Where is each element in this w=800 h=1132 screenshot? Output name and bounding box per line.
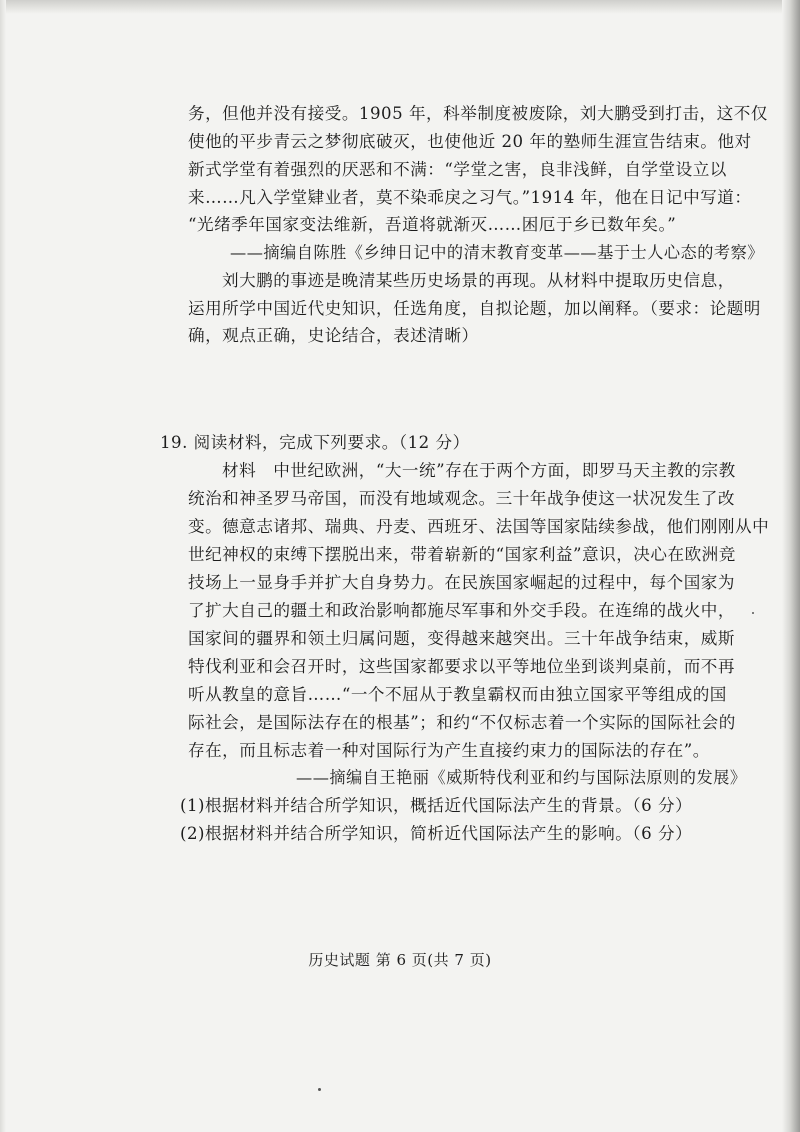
q19-sub-question-1: (1)根据材料并结合所学知识，概括近代国际法产生的背景。（6 分） — [180, 796, 693, 815]
q19-material-line-10: 际社会，是国际法存在的根基”；和约“不仅标志着一个实际的国际社会的 — [188, 713, 736, 732]
q19-material-line-5: 技场上一显身手并扩大自身势力。在民族国家崛起的过程中，每个国家为 — [188, 573, 735, 592]
page-footer: 历史试题 第 6 页(共 7 页) — [308, 951, 492, 969]
q19-material-line-9: 听从教皇的意旨……“一个不屈从于教皇霸权而由独立国家平等组成的国 — [188, 685, 727, 704]
q19-material-line-7: 国家间的疆界和领土归属问题，变得越来越突出。三十年战争结束，威斯 — [188, 629, 735, 648]
q19-material-line-3: 变。德意志诸邦、瑞典、丹麦、西班牙、法国等国家陆续参战，他们刚刚从中 — [188, 517, 770, 536]
q18-line-4: 来……凡入学堂肄业者，莫不染乖戾之习气。”1914 年，他在日记中写道： — [188, 188, 752, 207]
q19-material-line-4: 世纪神权的束缚下摆脱出来，带着崭新的“国家利益”意识，决心在欧洲竞 — [188, 545, 736, 564]
q18-source: ——摘编自陈胜《乡绅日记中的清末教育变革——基于士人心态的考察》 — [230, 243, 764, 262]
q19-material-line-2: 统治和神圣罗马帝国，而没有地域观念。三十年战争使这一状况发生了改 — [188, 489, 735, 508]
q18-line-5: “光绪季年国家变法维新，吾道将就渐灭……困厄于乡已数年矣。” — [188, 215, 677, 234]
q19-material-line-11: 存在，而且标志着一种对国际行为产生直接约束力的国际法的存在”。 — [188, 741, 710, 760]
scan-speck — [752, 612, 754, 614]
q19-source: ——摘编自王艳丽《威斯特伐利亚和约与国际法原则的发展》 — [296, 768, 747, 787]
q19-sub-question-2: (2)根据材料并结合所学知识，简析近代国际法产生的影响。（6 分） — [180, 824, 693, 843]
q18-task-line-2: 运用所学中国近代史知识，任选角度，自拟论题，加以阐释。（要求：论题明 — [188, 299, 761, 318]
q19-material-line-8: 特伐利亚和会召开时，这些国家都要求以平等地位坐到谈判桌前，而不再 — [188, 657, 735, 676]
q18-task-line-1: 刘大鹏的事迹是晚清某些历史场景的再现。从材料中提取历史信息， — [222, 271, 735, 290]
q18-line-3: 新式学堂有着强烈的厌恶和不满：“学堂之害，良非浅鲜，自学堂设立以 — [188, 160, 727, 179]
scan-shadow-top — [0, 0, 800, 14]
q18-line-1: 务，但他并没有接受。1905 年，科举制度被废除，刘大鹏受到打击，这不仅 — [188, 104, 768, 123]
q18-line-2: 使他的平步青云之梦彻底破灭，也使他近 20 年的塾师生涯宣告结束。他对 — [188, 132, 752, 151]
q19-material-line-6: 了扩大自己的疆土和政治影响都施尽军事和外交手段。在连绵的战火中， — [188, 601, 735, 620]
scan-speck — [318, 1088, 321, 1091]
q19-material-line-1: 材料 中世纪欧洲，“大一统”存在于两个方面，即罗马天主教的宗教 — [222, 461, 736, 480]
q18-task-line-3: 确，观点正确，史论结合，表述清晰） — [188, 326, 479, 345]
q19-heading: 19. 阅读材料，完成下列要求。（12 分） — [160, 433, 470, 452]
